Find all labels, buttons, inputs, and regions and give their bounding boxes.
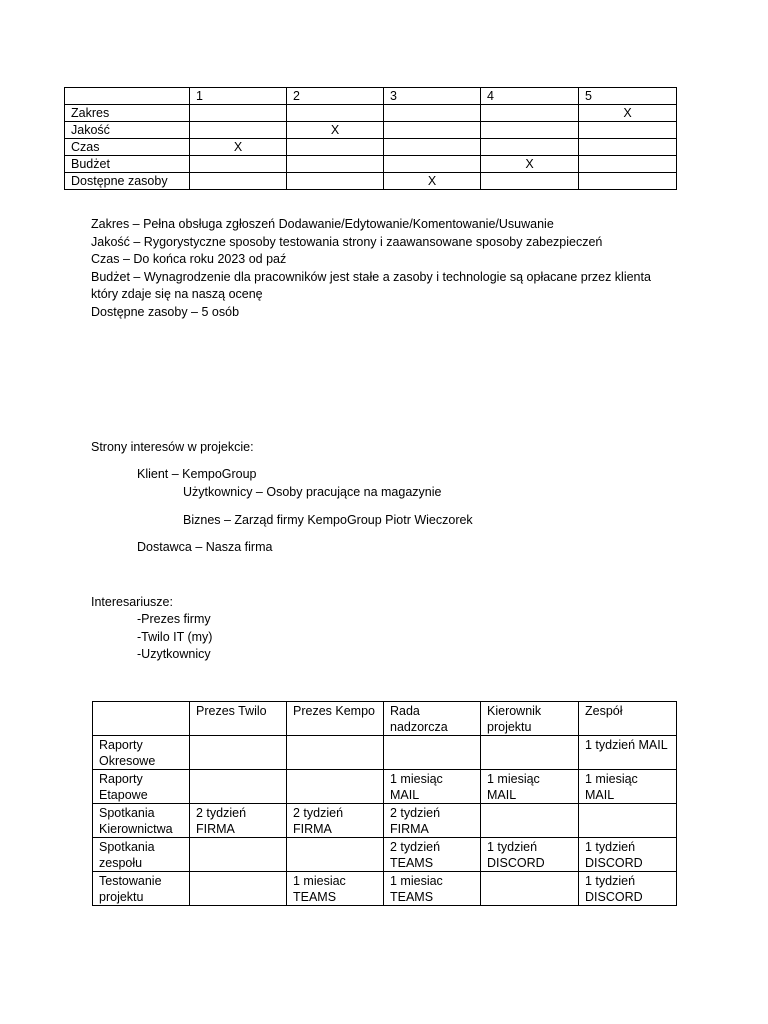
table-cell (190, 736, 287, 770)
table-cell: Prezes Kempo (287, 702, 384, 736)
table-cell (579, 173, 677, 190)
table-cell: Kierownik projektu (481, 702, 579, 736)
table-row (93, 872, 677, 906)
table-cell (481, 736, 579, 770)
row-label: Dostępne zasoby (65, 173, 190, 190)
table-cell: 3 (384, 88, 481, 105)
stakeholder-business: Biznes – Zarząd firmy KempoGroup Piotr Wieczorek (183, 513, 473, 527)
table-row (93, 770, 677, 804)
description-zasoby: Dostępne zasoby – 5 osób (91, 305, 240, 319)
interested-item: -Prezes firmy (137, 612, 211, 626)
table-cell: X (579, 105, 677, 122)
description-budzet: Budżet – Wynagrodzenie dla pracowników jest stałe a zasoby i technologie są opłacane przez klienta (91, 270, 651, 284)
table-cell: Zespół (579, 702, 677, 736)
table-cell: 1 miesiąc MAIL (481, 770, 579, 804)
table-cell (190, 173, 287, 190)
stakeholder-supplier: Dostawca – Nasza firma (137, 540, 273, 554)
row-label: Czas (65, 139, 190, 156)
table-cell (384, 736, 481, 770)
table-cell (190, 770, 287, 804)
table-cell (287, 139, 384, 156)
stakeholder-client: Klient – KempoGroup (137, 467, 257, 481)
table-cell (93, 702, 190, 736)
priority-matrix-table (64, 87, 677, 190)
table-row (65, 105, 677, 122)
interested-heading: Interesariusze: (91, 595, 173, 609)
description-budzet-continued: który zdaje się na naszą ocenę (91, 287, 263, 301)
table-cell (384, 122, 481, 139)
table-cell: 1 tydzień DISCORD (579, 872, 677, 906)
table-cell: 1 tydzień DISCORD (579, 838, 677, 872)
interested-item: -Uzytkownicy (137, 647, 211, 661)
table-cell: 2 tydzień FIRMA (190, 804, 287, 838)
table-cell (287, 156, 384, 173)
table-cell (287, 838, 384, 872)
table-row (65, 156, 677, 173)
table-cell (481, 105, 579, 122)
table-cell: 2 (287, 88, 384, 105)
table-cell (190, 105, 287, 122)
table-cell (481, 804, 579, 838)
table-cell (481, 173, 579, 190)
table-cell (190, 156, 287, 173)
table-cell (481, 872, 579, 906)
table-cell (481, 122, 579, 139)
table-cell: 2 tydzień FIRMA (287, 804, 384, 838)
table-cell (481, 139, 579, 156)
table-cell: X (190, 139, 287, 156)
table-cell: X (384, 173, 481, 190)
row-label: Spotkania zespołu (93, 838, 190, 872)
table-cell: Rada nadzorcza (384, 702, 481, 736)
table-row (65, 122, 677, 139)
table-cell: 1 miesiąc MAIL (579, 770, 677, 804)
row-label: Testowanie projektu (93, 872, 190, 906)
table-cell: 2 tydzień TEAMS (384, 838, 481, 872)
table-cell (579, 122, 677, 139)
row-label: Jakość (65, 122, 190, 139)
table-row (65, 139, 677, 156)
description-jakosc: Jakość – Rygorystyczne sposoby testowania strony i zaawansowane sposoby zabezpieczeń (91, 235, 603, 249)
table-cell (287, 105, 384, 122)
interested-item: -Twilo IT (my) (137, 630, 213, 644)
table-cell: 1 tydzień MAIL (579, 736, 677, 770)
table-cell: 1 miesiac TEAMS (287, 872, 384, 906)
table-header-row (93, 702, 677, 736)
table-cell: X (481, 156, 579, 173)
description-zakres: Zakres – Pełna obsługa zgłoszeń Dodawanie/Edytowanie/Komentowanie/Usuwanie (91, 217, 554, 231)
table-cell: 2 tydzień FIRMA (384, 804, 481, 838)
row-label: Raporty Okresowe (93, 736, 190, 770)
table-cell: 1 miesiąc MAIL (384, 770, 481, 804)
table-cell (287, 173, 384, 190)
table-cell (287, 770, 384, 804)
row-label: Budżet (65, 156, 190, 173)
table-cell: X (287, 122, 384, 139)
table-cell: 1 miesiac TEAMS (384, 872, 481, 906)
table-cell (287, 736, 384, 770)
table-cell (384, 139, 481, 156)
table-header-row (65, 88, 677, 105)
table-cell: 4 (481, 88, 579, 105)
row-label: Raporty Etapowe (93, 770, 190, 804)
table-row (93, 838, 677, 872)
table-row (93, 804, 677, 838)
stakeholder-users: Użytkownicy – Osoby pracujące na magazynie (183, 485, 442, 499)
table-cell: 1 (190, 88, 287, 105)
table-cell (384, 156, 481, 173)
table-cell: 5 (579, 88, 677, 105)
row-label: Zakres (65, 105, 190, 122)
table-cell: 1 tydzień DISCORD (481, 838, 579, 872)
table-cell: Prezes Twilo (190, 702, 287, 736)
stakeholders-heading: Strony interesów w projekcie: (91, 440, 254, 454)
table-cell (579, 139, 677, 156)
table-cell (384, 105, 481, 122)
table-row (93, 736, 677, 770)
table-cell (579, 804, 677, 838)
description-czas: Czas – Do końca roku 2023 od paź (91, 252, 287, 266)
row-label: Spotkania Kierownictwa (93, 804, 190, 838)
table-cell (190, 838, 287, 872)
table-cell (579, 156, 677, 173)
table-cell (65, 88, 190, 105)
table-row (65, 173, 677, 190)
table-cell (190, 122, 287, 139)
table-cell (190, 872, 287, 906)
communication-plan-table (92, 701, 677, 906)
